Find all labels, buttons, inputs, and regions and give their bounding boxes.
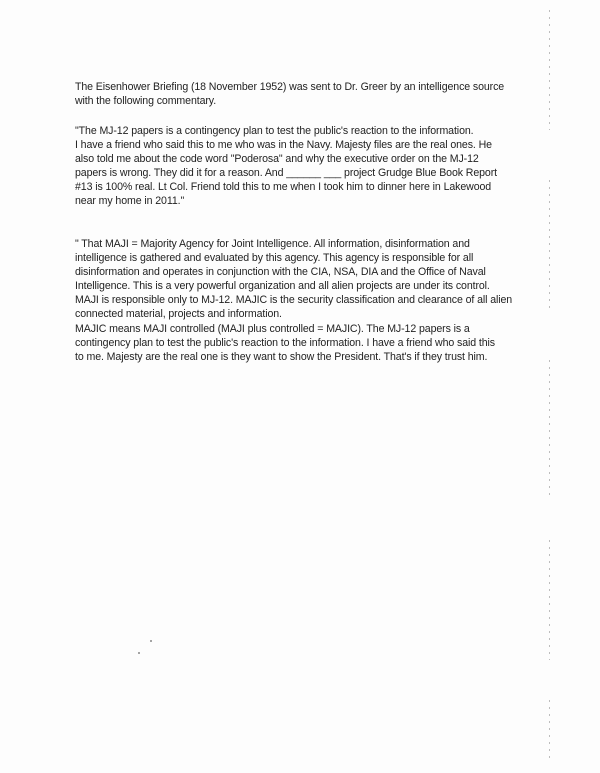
text-line: The Eisenhower Briefing (18 November 1952) was sent to Dr. Greer by an intelligence source	[75, 81, 505, 93]
scan-edge-mark	[549, 540, 550, 660]
text-line: "The MJ-12 papers is a contingency plan to test the public's reaction to the information.	[75, 125, 474, 137]
text-line: papers is wrong. They did it for a reason. And ______ ___ project Grudge Blue Book Report	[75, 167, 497, 179]
commentary-quote-paragraph	[75, 124, 515, 208]
scan-edge-mark	[549, 360, 550, 500]
text-line: I have a friend who said this to me who was in the Navy. Majesty files are the real ones. He	[75, 139, 492, 151]
text-line: " That MAJI = Majority Agency for Joint Intelligence. All information, disinformation and	[75, 238, 470, 250]
text-line: contingency plan to test the public's reaction to the information. I have a friend who said this	[75, 337, 495, 349]
majic-meaning-paragraph	[75, 322, 515, 364]
text-line: disinformation and operates in conjunction with the CIA, NSA, DIA and the Office of Naval	[75, 266, 486, 278]
text-line: #13 is 100% real. Lt Col. Friend told this to me when I took him to dinner here in Lakewood	[75, 181, 492, 193]
scan-edge-mark	[549, 10, 550, 130]
text-line: MAJIC means MAJI controlled (MAJI plus controlled = MAJIC). The MJ-12 papers is a	[75, 323, 470, 335]
scan-edge-mark	[549, 180, 550, 310]
scan-speck	[150, 640, 152, 642]
scan-speck	[138, 652, 140, 654]
text-line: intelligence is gathered and evaluated by this agency. This agency is responsible for all	[75, 252, 474, 264]
text-line: MAJI is responsible only to MJ-12. MAJIC is the security classification and clearance of all alien	[75, 294, 513, 306]
scan-edge-mark	[549, 700, 550, 760]
text-line: connected material, projects and information.	[75, 308, 282, 320]
text-line: to me. Majesty are the real one is they want to show the President. That's if they trust him.	[75, 351, 488, 363]
intro-paragraph	[75, 80, 515, 108]
maji-definition-paragraph	[75, 237, 515, 321]
text-line: also told me about the code word "Poderosa" and why the executive order on the MJ-12	[75, 153, 479, 165]
text-line: Intelligence. This is a very powerful organization and all alien projects are under its control.	[75, 280, 490, 292]
text-line: near my home in 2011."	[75, 195, 185, 207]
text-line: with the following commentary.	[75, 95, 217, 107]
